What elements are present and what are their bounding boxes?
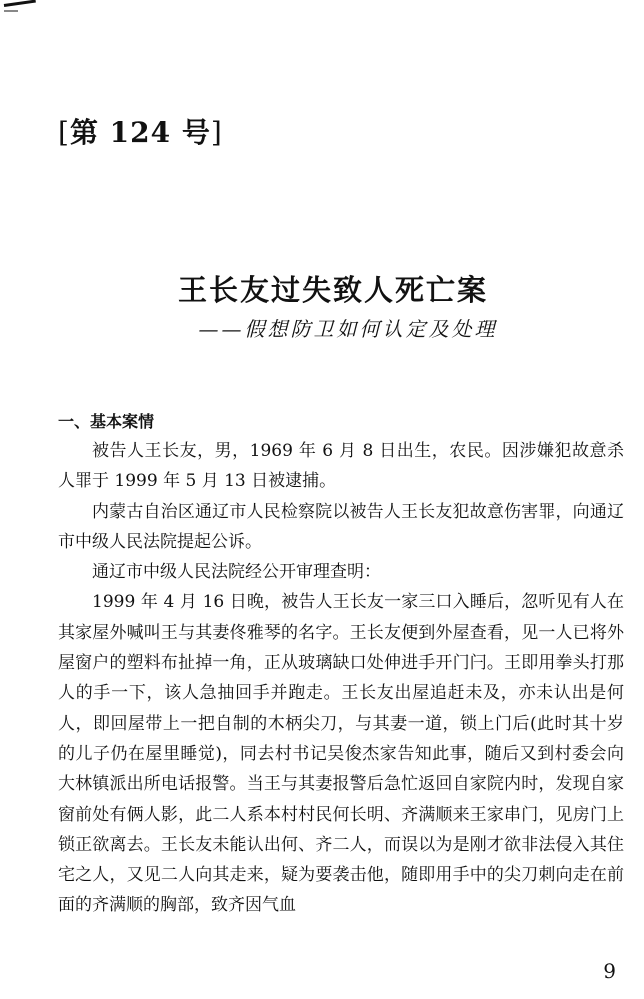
page-number: 9 [603, 959, 616, 983]
body-paragraph: 内蒙古自治区通辽市人民检察院以被告人王长友犯故意伤害罪，向通辽市中级人民法院提起公诉。 [58, 501, 624, 552]
case-number-open-bracket: [ [58, 116, 70, 149]
case-number-close-bracket: ] [210, 116, 223, 149]
body-paragraph: 1999 年 4 月 16 日晚，被告人王长友一家三口入睡后，忽听见有人在其家屋外喊叫王与其妻佟雅琴的名字。王长友便到外屋查看，见一人已将外屋窗户的塑料布扯掉一角，正从玻璃缺口处伸进手开门闩。王即用拳头打那人的手一下，该人急抽回手并跑走。王长友出屋追赶未及，亦未认出是何人，即回屋带上一把自制的木柄尖刀，与其妻一道，锁上门后(此时其十岁的儿子仍在屋里睡觉)，同去村书记吴俊杰家告知此事，随后又到村委会向大林镇派出所电话报警。当王与其妻报警后急忙返回自家院内时，发现自家窗前处有俩人影，此二人系本村村民何长明、齐满顺来王家串门，见房门上锁正欲离去。王长友未能认出何、齐二人，而误以为是刚才欲非法侵入其住宅之人，又见二人向其走来，疑为要袭击他，随即用手中的尖刀刺向走在前面的齐满顺的胸部，致齐因气血 [58, 592, 624, 916]
section-heading: 一、基本案情 [58, 412, 155, 431]
case-number-label: 第 124 号 [69, 116, 211, 149]
scan-artifact-mark-small [4, 10, 18, 12]
body-paragraph: 被告人王长友，男，1969 年 6 月 8 日出生，农民。因涉嫌犯故意杀人罪于 1999 年 5 月 13 日被逮捕。 [58, 441, 624, 492]
case-subtitle: ——假想防卫如何认定及处理 [198, 317, 498, 341]
body-paragraph: 通辽市中级人民法院经公开审理查明： [92, 562, 381, 583]
scan-artifact-mark [4, 0, 36, 7]
case-title: 王长友过失致人死亡案 [177, 273, 488, 307]
section-body [58, 436, 624, 921]
case-number [58, 113, 223, 153]
